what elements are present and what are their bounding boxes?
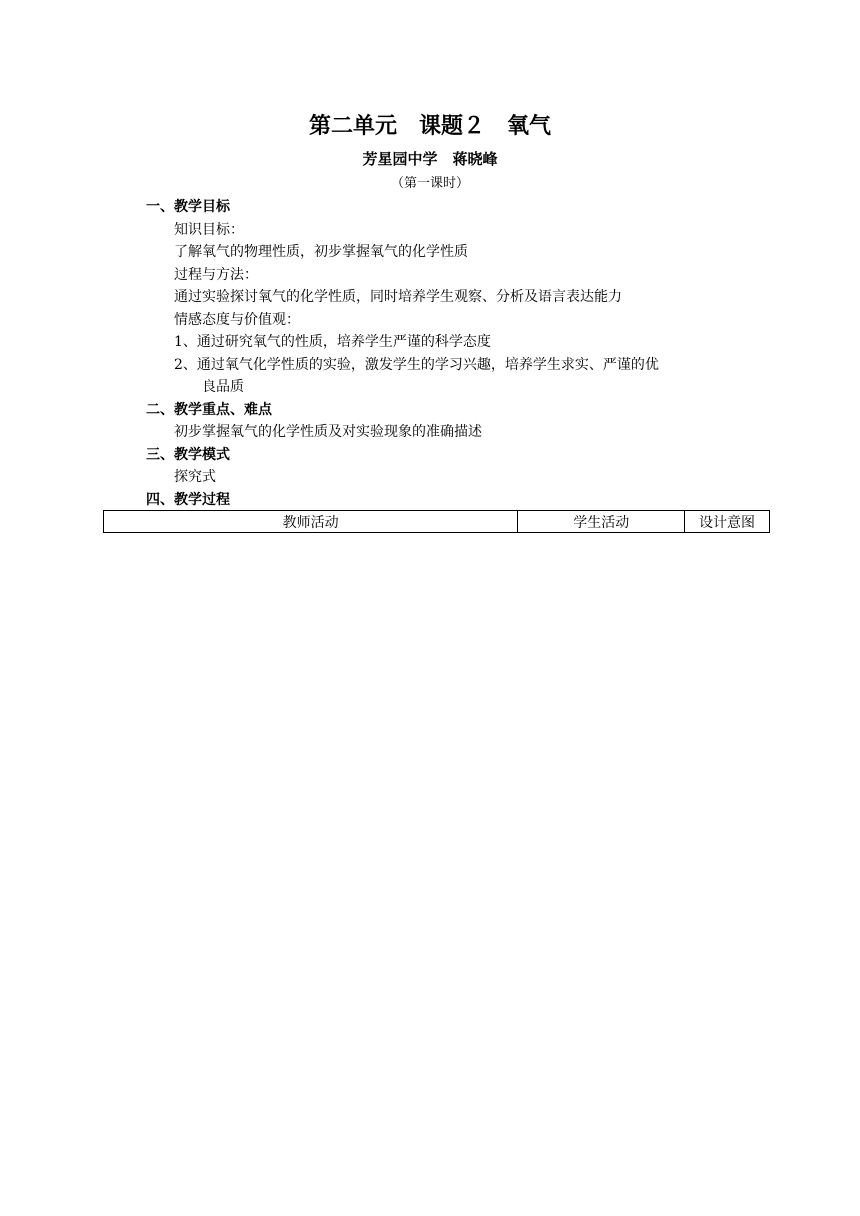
teaching-mode-text: 探究式 (174, 469, 216, 485)
attitude-item-text: 2、通过氧气化学性质的实验，激发学生的学习兴趣，培养学生求实、严谨的优 (174, 356, 659, 373)
attitude-item-continuation: 良品质 (202, 379, 244, 395)
section-heading-mode: 三、教学模式 (146, 446, 230, 463)
header-design-intent: 设计意图 (685, 511, 770, 533)
header-student-activity: 学生活动 (518, 511, 685, 533)
attitude-item (146, 331, 776, 354)
lesson-content (146, 196, 776, 511)
knowledge-goal-text: 了解氧气的物理性质，初步掌握氧气的化学性质 (174, 244, 468, 260)
author-line: 芳星园中学 蒋晓峰 (362, 150, 498, 168)
lesson-period: （第一课时） (390, 176, 469, 191)
document-title: 第二单元 课题２ 氧气 (308, 114, 551, 139)
attitude-item (146, 354, 776, 399)
process-method-label: 过程与方法： (174, 266, 258, 283)
table-header-row (104, 511, 770, 533)
teaching-process-table (103, 510, 770, 533)
knowledge-goal-label: 知识目标： (174, 221, 244, 238)
key-points-text: 初步掌握氧气的化学性质及对实验现象的准确描述 (174, 424, 482, 440)
section-heading-key-points: 二、教学重点、难点 (146, 401, 272, 418)
section-heading-objectives: 一、教学目标 (146, 199, 230, 215)
process-method-text: 通过实验探讨氧气的化学性质，同时培养学生观察、分析及语言表达能力 (174, 289, 622, 305)
header-teacher-activity: 教师活动 (104, 511, 518, 533)
attitude-item-text: 1、通过研究氧气的性质，培养学生严谨的科学态度 (174, 334, 491, 350)
section-heading-process: 四、教学过程 (146, 491, 230, 508)
attitude-values-label: 情感态度与价值观： (174, 311, 300, 328)
